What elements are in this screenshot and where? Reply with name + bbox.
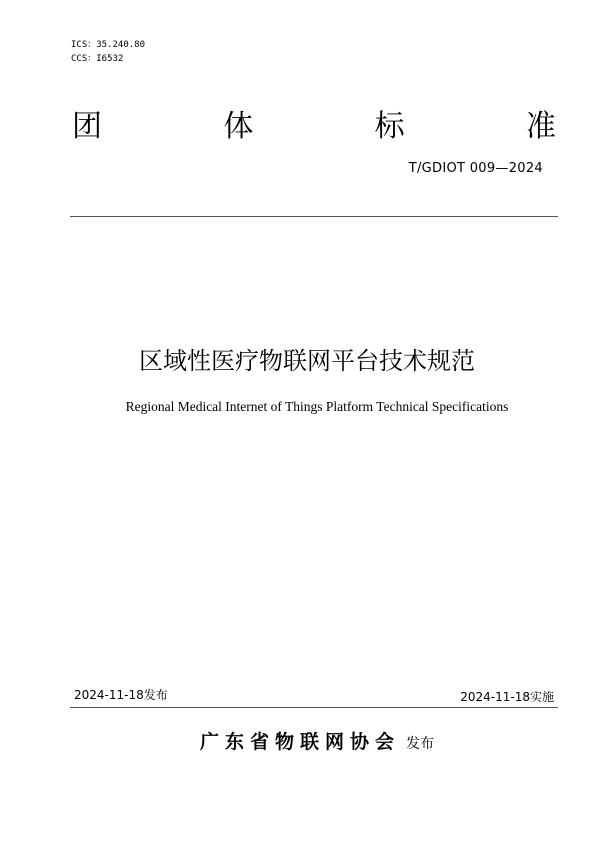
publisher-name: 广东省物联网协会 xyxy=(200,731,401,753)
standard-type-char: 体 xyxy=(223,109,254,144)
standard-type-char: 标 xyxy=(374,109,405,144)
top-divider xyxy=(70,216,558,217)
standard-type-heading xyxy=(72,110,556,144)
title-english: Regional Medical Internet of Things Platform Technical Specifications xyxy=(125,399,509,414)
implementation-date: 2024-11-18实施 xyxy=(460,690,554,704)
issue-date: 2024-11-18发布 xyxy=(74,688,168,702)
title-chinese: 区域性医疗物联网平台技术规范 xyxy=(139,347,475,375)
bottom-divider xyxy=(70,707,558,708)
classification-codes xyxy=(71,38,145,66)
standard-number: T/GDIOT 009—2024 xyxy=(408,161,543,176)
standard-type-char: 准 xyxy=(525,109,556,144)
ics-code: ICS：35.240.80 xyxy=(71,40,146,50)
standard-type-char: 团 xyxy=(72,109,102,144)
ccs-code: CCS：I6532 xyxy=(71,54,124,64)
publisher-line xyxy=(200,727,434,754)
publisher-suffix: 发布 xyxy=(406,736,435,752)
